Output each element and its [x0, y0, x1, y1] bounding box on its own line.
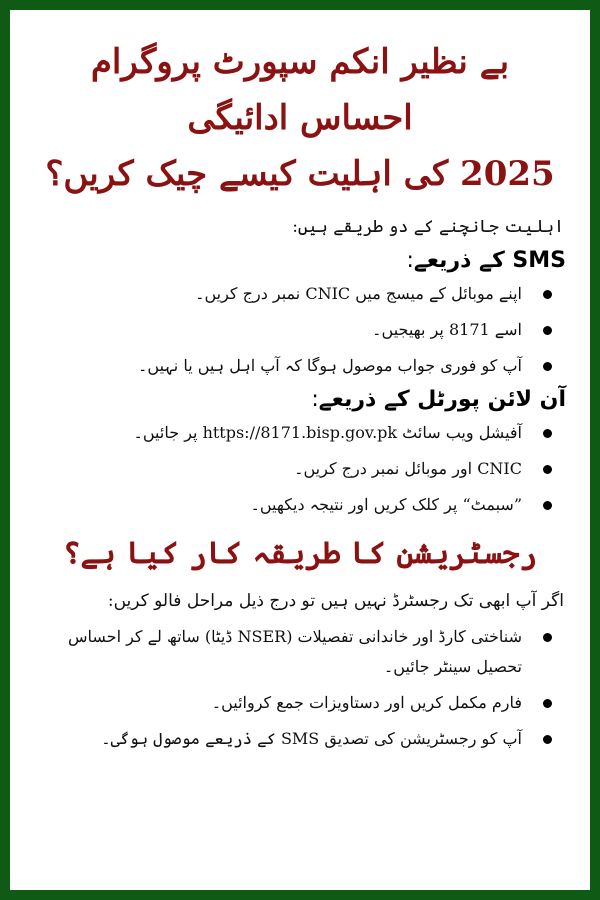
list-item: CNIC اور موبائل نمبر درج کریں۔ [32, 454, 522, 484]
list-item: فارم مکمل کریں اور دستاویزات جمع کروائیں۔ [32, 688, 522, 718]
portal-heading-text: آن لائن پورٹل کے ذریعے [318, 387, 566, 412]
article-frame [10, 10, 590, 890]
list-item: آفیشل ویب سائٹ https://8171.bisp.gov.pk پر جائیں۔ [32, 418, 522, 448]
sms-steps-list [32, 279, 568, 381]
portal-heading-colon: : [311, 387, 319, 412]
sms-heading-text: SMS کے ذریعے [413, 248, 566, 273]
portal-steps-list [32, 418, 568, 520]
sms-heading-colon: : [406, 248, 414, 273]
registration-title: رجسٹریشن کا طریقہ کار کیا ہے؟ [62, 536, 538, 571]
portal-section-heading [32, 387, 566, 412]
sms-section-heading [32, 248, 566, 273]
list-item: شناختی کارڈ اور خاندانی تفصیلات (NSER ڈیٹا) ساتھ لے کر احساس تحصیل سینٹر جائیں۔ [32, 622, 522, 682]
list-item: آپ کو فوری جواب موصول ہوگا کہ آپ اہل ہیں یا نہیں۔ [32, 351, 522, 381]
page-title [32, 34, 568, 202]
registration-steps-list [32, 622, 568, 754]
list-item: آپ کو رجسٹریشن کی تصدیق SMS کے ذریعے موصول ہوگی۔ [32, 724, 522, 754]
list-item: ”سبمٹ“ پر کلک کریں اور نتیجہ دیکھیں۔ [32, 490, 522, 520]
list-item: اپنے موبائل کے میسج میں CNIC نمبر درج کریں۔ [32, 279, 522, 309]
registration-intro: اگر آپ ابھی تک رجسٹرڈ نہیں ہیں تو درج ذیل مراحل فالو کریں: [107, 591, 564, 611]
intro-text: اہلیت جانچنے کے دو طریقے ہیں: [292, 217, 564, 237]
list-item: اسے 8171 پر بھیجیں۔ [32, 315, 522, 345]
title-line-1: بے نظیر انکم سپورٹ پروگرام احساس ادائیگی [90, 42, 510, 138]
title-line-2: 2025 کی اہلیت کیسے چیک کریں؟ [45, 154, 555, 194]
